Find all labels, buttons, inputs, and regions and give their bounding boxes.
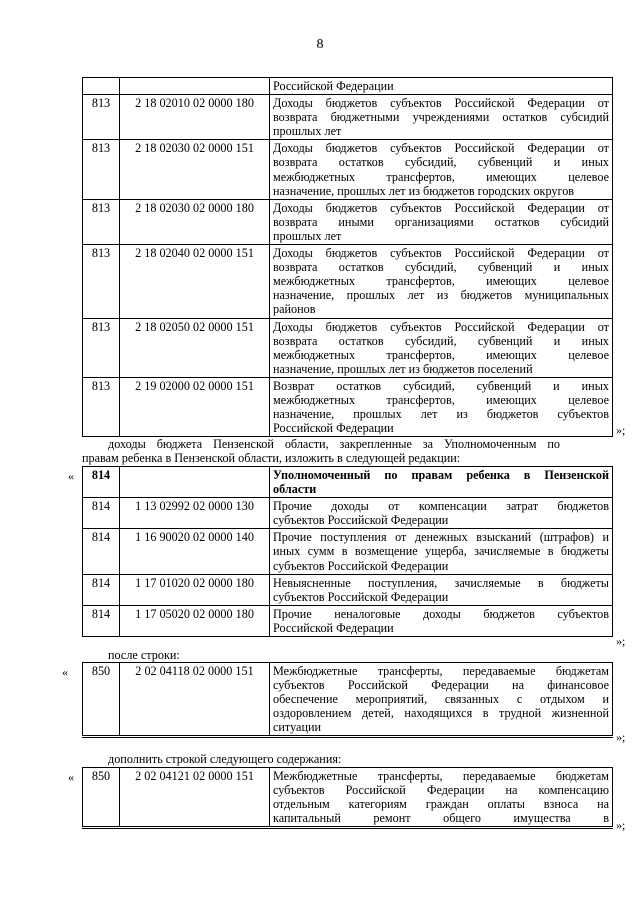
- kbk-code: 2 18 02030 02 0000 180: [120, 199, 270, 244]
- kbk-code: 2 02 04118 02 0000 151: [120, 663, 270, 737]
- admin-code: 814: [83, 574, 120, 605]
- closing-quote: »;: [616, 423, 626, 437]
- kbk-code: 2 19 02000 02 0000 151: [120, 377, 270, 436]
- table-814: [82, 466, 613, 637]
- row-description: Доходы бюджетов субъектов Российской Федерации от возврата остатков субсидий, субвенций и иных межбюджетных трансфертов, имеющих целевое назначение, прошлых лет из бюджетов городских округов: [270, 140, 613, 199]
- kbk-code: 1 16 90020 02 0000 140: [120, 529, 270, 574]
- opening-quote: «: [68, 469, 74, 483]
- kbk-code: 2 18 02010 02 0000 180: [120, 95, 270, 140]
- kbk-code: 1 17 05020 02 0000 180: [120, 605, 270, 636]
- closing-quote: »;: [616, 730, 626, 744]
- kbk-code: 1 13 02992 02 0000 130: [120, 498, 270, 529]
- kbk-code: 2 18 02040 02 0000 151: [120, 245, 270, 318]
- admin-code: 813: [83, 318, 120, 377]
- table-row: [83, 605, 613, 636]
- admin-code: 813: [83, 245, 120, 318]
- table-row: [83, 467, 613, 498]
- table-row: [83, 663, 613, 737]
- table-row: [83, 199, 613, 244]
- row-description: Доходы бюджетов субъектов Российской Федерации от возврата остатков субсидий, субвенций и иных межбюджетных трансфертов, имеющих целевое назначение, прошлых лет из бюджетов поселений: [270, 318, 613, 377]
- section-heading: Уполномоченный по правам ребенка в Пензенской области: [270, 467, 613, 498]
- kbk-code: 2 18 02050 02 0000 151: [120, 318, 270, 377]
- admin-code: 813: [83, 199, 120, 244]
- row-description: Российской Федерации: [270, 78, 613, 95]
- table-813: [82, 77, 613, 437]
- table-row: [83, 498, 613, 529]
- table-row: [83, 768, 613, 828]
- row-description: Межбюджетные трансферты, передаваемые бюджетам субъектов Российской Федерации на финансовое обеспечение мероприятий, связанных с отдыхом и оздоровлением детей, находящихся в трудной жизненной ситуации: [270, 663, 613, 737]
- table-850-existing: [82, 662, 613, 738]
- kbk-code: 1 17 01020 02 0000 180: [120, 574, 270, 605]
- paragraph-text: после строки:: [108, 648, 180, 662]
- table-row: [83, 318, 613, 377]
- admin-code: 814: [83, 498, 120, 529]
- row-description: Прочие неналоговые доходы бюджетов субъектов Российской Федерации: [270, 605, 613, 636]
- table-row: [83, 245, 613, 318]
- admin-code: 850: [83, 663, 120, 737]
- row-description: Возврат остатков субсидий, субвенций и иных межбюджетных трансфертов, имеющих целевое назначение, прошлых лет из бюджетов субъектов Российской Федерации: [270, 377, 613, 436]
- table-row: [83, 95, 613, 140]
- table-row: [83, 529, 613, 574]
- admin-code: 813: [83, 377, 120, 436]
- table-row: [83, 78, 613, 95]
- opening-quote: «: [62, 665, 68, 679]
- paragraph-text: дополнить строкой следующего содержания:: [108, 752, 342, 766]
- table-row: [83, 377, 613, 436]
- table-row: [83, 140, 613, 199]
- paragraph-text: доходы бюджета Пензенской области, закрепленные за Уполномоченным по: [108, 437, 560, 451]
- table-row: [83, 574, 613, 605]
- admin-code: 813: [83, 140, 120, 199]
- admin-code: 813: [83, 95, 120, 140]
- paragraph-text: правам ребенка в Пензенской области, изложить в следующей редакции:: [82, 451, 461, 465]
- row-description: Межбюджетные трансферты, передаваемые бюджетам субъектов Российской Федерации на компенсацию отдельным категориям граждан оплаты взноса на капитальный ремонт общего имущества в: [270, 768, 613, 828]
- closing-quote: »;: [616, 634, 626, 648]
- page-number: 8: [316, 37, 324, 52]
- closing-quote: »;: [616, 818, 626, 832]
- row-description: Прочие доходы от компенсации затрат бюджетов субъектов Российской Федерации: [270, 498, 613, 529]
- admin-code: 814: [83, 529, 120, 574]
- admin-code: 814: [83, 467, 120, 498]
- opening-quote: «: [68, 770, 74, 784]
- row-description: Прочие поступления от денежных взысканий (штрафов) и иных сумм в возмещение ущерба, зачисляемые в бюджеты субъектов Российской Федерации: [270, 529, 613, 574]
- row-description: Невыясненные поступления, зачисляемые в бюджеты субъектов Российской Федерации: [270, 574, 613, 605]
- table-850-new: [82, 767, 613, 829]
- row-description: Доходы бюджетов субъектов Российской Федерации от возврата бюджетными учреждениями остатков субсидий прошлых лет: [270, 95, 613, 140]
- kbk-code: 2 18 02030 02 0000 151: [120, 140, 270, 199]
- admin-code: 814: [83, 605, 120, 636]
- row-description: Доходы бюджетов субъектов Российской Федерации от возврата остатков субсидий, субвенций и иных межбюджетных трансфертов, имеющих целевое назначение, прошлых лет из бюджетов муниципальных районов: [270, 245, 613, 318]
- kbk-code: 2 02 04121 02 0000 151: [120, 768, 270, 828]
- admin-code: 850: [83, 768, 120, 828]
- row-description: Доходы бюджетов субъектов Российской Федерации от возврата иными организациями остатков субсидий прошлых лет: [270, 199, 613, 244]
